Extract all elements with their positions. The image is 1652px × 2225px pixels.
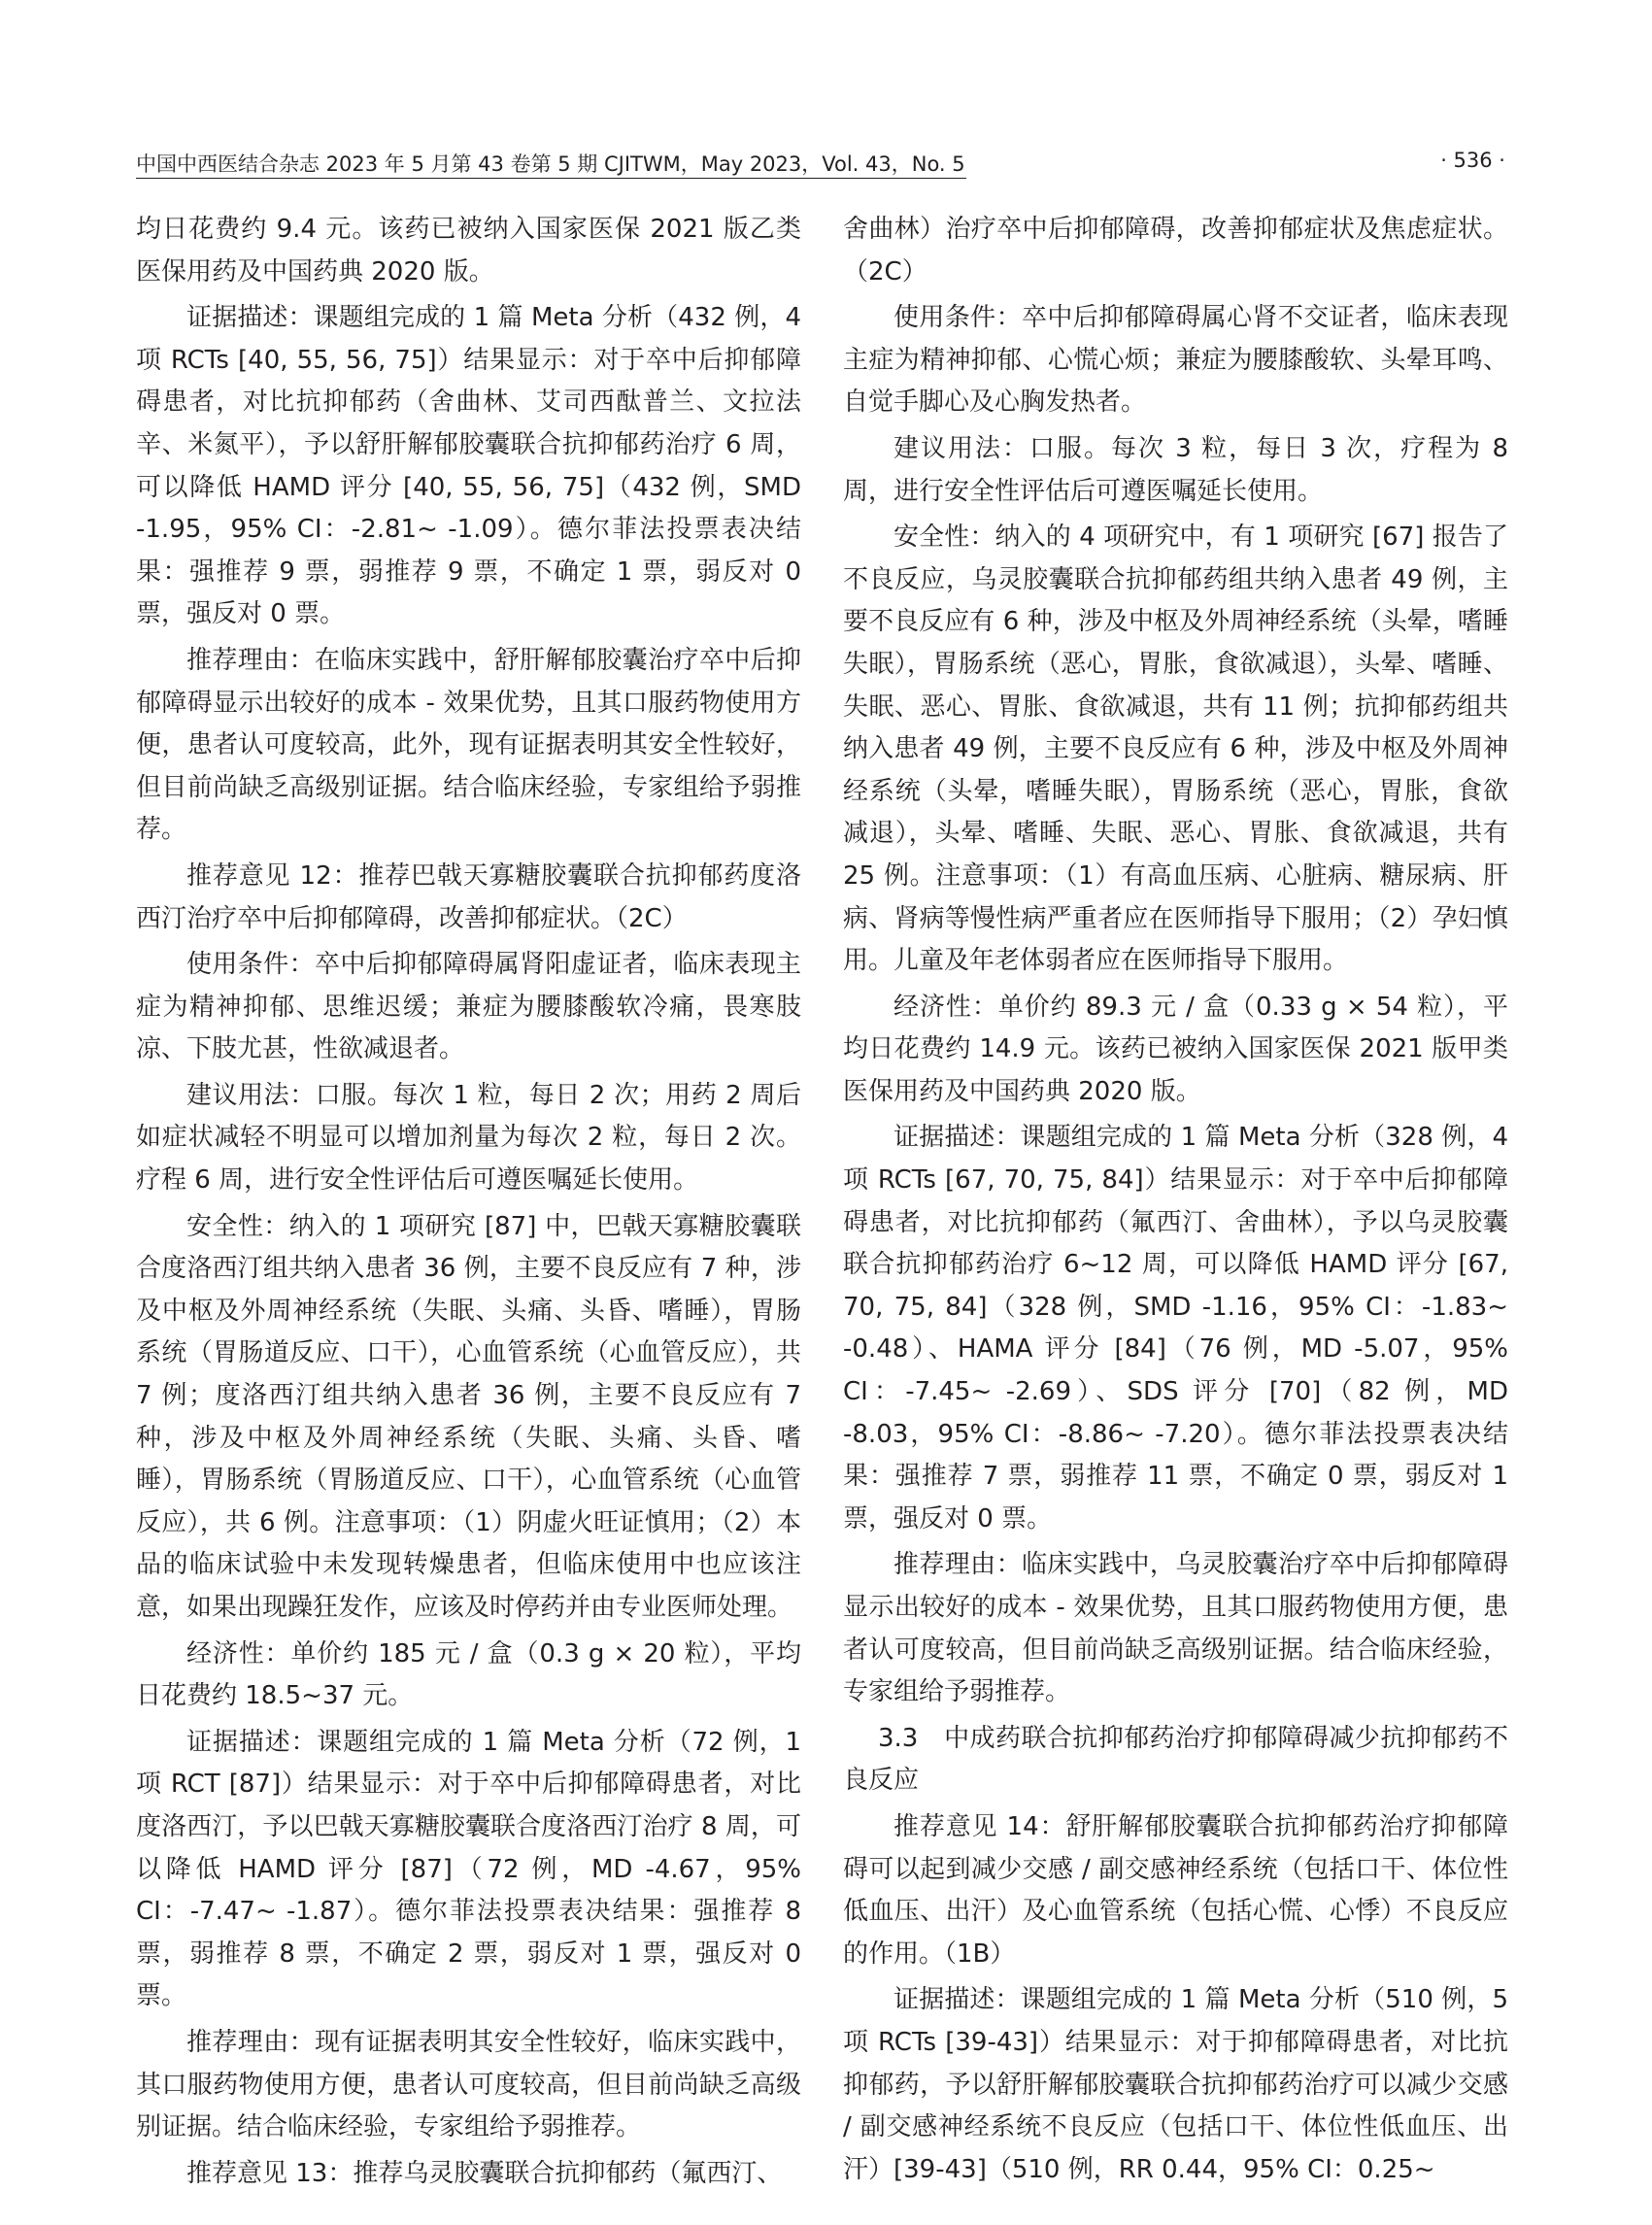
left-column bbox=[136, 209, 801, 2199]
paragraph: 使用条件：卒中后抑郁障碍属肾阳虚证者，临床表现主症为精神抑郁、思维迟缓；兼症为腰膝酸软冷痛，畏寒肢凉、下肢尤甚，性欲减退者。 bbox=[136, 950, 801, 1064]
paragraph: 经济性：单价约 89.3 元 / 盒（0.33 g × 54 粒），平均日花费约 14.9 元。该药已被纳入国家医保 2021 版甲类医保用药及中国药典 2020 版。 bbox=[843, 992, 1508, 1106]
paragraph: 推荐理由：现有证据表明其安全性较好，临床实践中，其口服药物使用方便，患者认可度较高，但目前尚缺乏高级别证据。结合临床经验，专家组给予弱推荐。 bbox=[136, 2027, 801, 2142]
paragraph: 推荐理由：在临床实践中，舒肝解郁胶囊治疗卒中后抑郁障碍显示出较好的成本 - 效果优势，且其口服药物使用方便，患者认可度较高，此外，现有证据表明其安全性较好，但目前尚缺乏高级别证据。结合临床经验，专家组给予弱推荐。 bbox=[136, 645, 801, 845]
section-heading: 3.3 中成药联合抗抑郁药治疗抑郁障碍减少抗抑郁药不良反应 bbox=[843, 1723, 1508, 1796]
paragraph: 经济性：单价约 185 元 / 盒（0.3 g × 20 粒），平均日花费约 18.5~37 元。 bbox=[136, 1638, 801, 1711]
recommendation-12: 推荐意见 12：推荐巴戟天寡糖胶囊联合抗抑郁药度洛西汀治疗卒中后抑郁障碍，改善抑郁症状。（2C） bbox=[136, 860, 801, 933]
recommendation-14: 推荐意见 14：舒肝解郁胶囊联合抗抑郁药治疗抑郁障碍可以起到减少交感 / 副交感神经系统（包括口干、体位性低血压、出汗）及心血管系统（包括心慌、心悸）不良反应的作用。（1B） bbox=[843, 1811, 1508, 1969]
paragraph: 舍曲林）治疗卒中后抑郁障碍，改善抑郁症状及焦虑症状。（2C） bbox=[843, 215, 1508, 287]
running-header bbox=[136, 149, 1505, 184]
paragraph: 安全性：纳入的 4 项研究中，有 1 项研究 [67] 报告了不良反应，乌灵胶囊联合抗抑郁药组共纳入患者 49 例，主要不良反应有 6 种，涉及中枢及外周神经系统（头晕，嗜睡失眠），胃肠系统（恶心，胃胀，食欲减退），头晕、嗜睡、失眠、恶心、胃胀、食欲减退，共有 11 例；抗抑郁药组共纳入患者 49 例，主要不良反应有 6 种，涉及中枢及外周神经系统（头晕，嗜睡失眠），胃肠系统（恶心，胃胀，食欲减退），头晕、嗜睡、失眠、恶心、胃胀、食欲减退，共有 25 例。注意事项：（1）有高血压病、心脏病、糖尿病、肝病、肾病等慢性病严重者应在医师指导下服用；（2）孕妇慎用。儿童及年老体弱者应在医师指导下服用。 bbox=[843, 523, 1508, 976]
paragraph: 证据描述：课题组完成的 1 篇 Meta 分析（510 例，5 项 RCTs [39-43]）结果显示：对于抑郁障碍患者，对比抗抑郁药，予以舒肝解郁胶囊联合抗抑郁药治疗可以减少交感 / 副交感神经系统不良反应（包括口干、体位性低血压、出汗）[39-43]（510 例，RR 0.44，95% CI：0.25~ bbox=[843, 1985, 1508, 2184]
paragraph: 证据描述：课题组完成的 1 篇 Meta 分析（72 例，1 项 RCT [87]）结果显示：对于卒中后抑郁障碍患者，对比度洛西汀，予以巴戟天寡糖胶囊联合度洛西汀治疗 8 周，可以降低 HAMD 评分 [87]（72 例，MD -4.67，95% CI：-7.47~ -1.87）。德尔菲法投票表决结果：强推荐 8 票，弱推荐 8 票，不确定 2 票，弱反对 1 票，强反对 0 票。 bbox=[136, 1727, 801, 2011]
journal-citation: 中国中西医结合杂志 2023 年 5 月第 43 卷第 5 期 CJITWM，May 2023，Vol. 43，No. 5 bbox=[136, 152, 965, 176]
paragraph: 均日花费约 9.4 元。该药已被纳入国家医保 2021 版乙类医保用药及中国药典 2020 版。 bbox=[136, 215, 801, 287]
paragraph: 建议用法：口服。每次 3 粒，每日 3 次，疗程为 8 周，进行安全性评估后可遵医嘱延长使用。 bbox=[843, 433, 1508, 506]
paragraph: 推荐理由：临床实践中，乌灵胶囊治疗卒中后抑郁障碍显示出较好的成本 - 效果优势，且其口服药物使用方便，患者认可度较高，但目前尚缺乏高级别证据。结合临床经验，专家组给予弱推荐。 bbox=[843, 1550, 1508, 1707]
paragraph: 安全性：纳入的 1 项研究 [87] 中，巴戟天寡糖胶囊联合度洛西汀组共纳入患者 36 例，主要不良反应有 7 种，涉及中枢及外周神经系统（失眠、头痛、头昏、嗜睡），胃肠系统（胃肠道反应、口干），心血管系统（心血管反应），共 7 例；度洛西汀组共纳入患者 36 例，主要不良反应有 7 种，涉及中枢及外周神经系统（失眠、头痛、头昏、嗜睡），胃肠系统（胃肠道反应、口干），心血管系统（心血管反应），共 6 例。注意事项：（1）阴虚火旺证慎用；（2）本品的临床试验中未发现转燥患者，但临床使用中也应该注意，如果出现躁狂发作，应该及时停药并由专业医师处理。 bbox=[136, 1211, 801, 1622]
paragraph: 使用条件：卒中后抑郁障碍属心肾不交证者，临床表现主症为精神抑郁、心慌心烦；兼症为腰膝酸软、头晕耳鸣、自觉手脚心及心胸发热者。 bbox=[843, 303, 1508, 418]
header-rule bbox=[136, 178, 966, 179]
right-column bbox=[843, 209, 1508, 2195]
page-number: · 536 · bbox=[1440, 149, 1505, 172]
paragraph: 建议用法：口服。每次 1 粒，每日 2 次；用药 2 周后如症状减轻不明显可以增加剂量为每次 2 粒，每日 2 次。疗程 6 周，进行安全性评估后可遵医嘱延长使用。 bbox=[136, 1080, 801, 1196]
paragraph: 证据描述：课题组完成的 1 篇 Meta 分析（432 例，4 项 RCTs [40, 55, 56, 75]）结果显示：对于卒中后抑郁障碍患者，对比抗抑郁药（舍曲林、艾司西酞普兰、文拉法辛、米氮平），予以舒肝解郁胶囊联合抗抑郁药治疗 6 周，可以降低 HAMD 评分 [40, 55, 56, 75]（432 例，SMD -1.95，95% CI：-2.81~ -1.09）。德尔菲法投票表决结果：强推荐 9 票，弱推荐 9 票，不确定 1 票，弱反对 0 票，强反对 0 票。 bbox=[136, 303, 801, 629]
paragraph: 证据描述：课题组完成的 1 篇 Meta 分析（328 例，4 项 RCTs [67, 70, 75, 84]）结果显示：对于卒中后抑郁障碍患者，对比抗抑郁药（氟西汀、舍曲林），予以乌灵胶囊联合抗抑郁药治疗 6~12 周，可以降低 HAMD 评分 [67, 70, 75, 84]（328 例，SMD -1.16，95% CI：-1.83~ -0.48）、HAMA 评分 [84]（76 例，MD -5.07，95% CI：-7.45~ -2.69）、SDS 评分 [70]（82 例，MD -8.03，95% CI：-8.86~ -7.20）。德尔菲法投票表决结果：强推荐 7 票，弱推荐 11 票，不确定 0 票，弱反对 1 票，强反对 0 票。 bbox=[843, 1123, 1508, 1534]
recommendation-13: 推荐意见 13：推荐乌灵胶囊联合抗抑郁药（氟西汀、 bbox=[186, 2158, 783, 2188]
